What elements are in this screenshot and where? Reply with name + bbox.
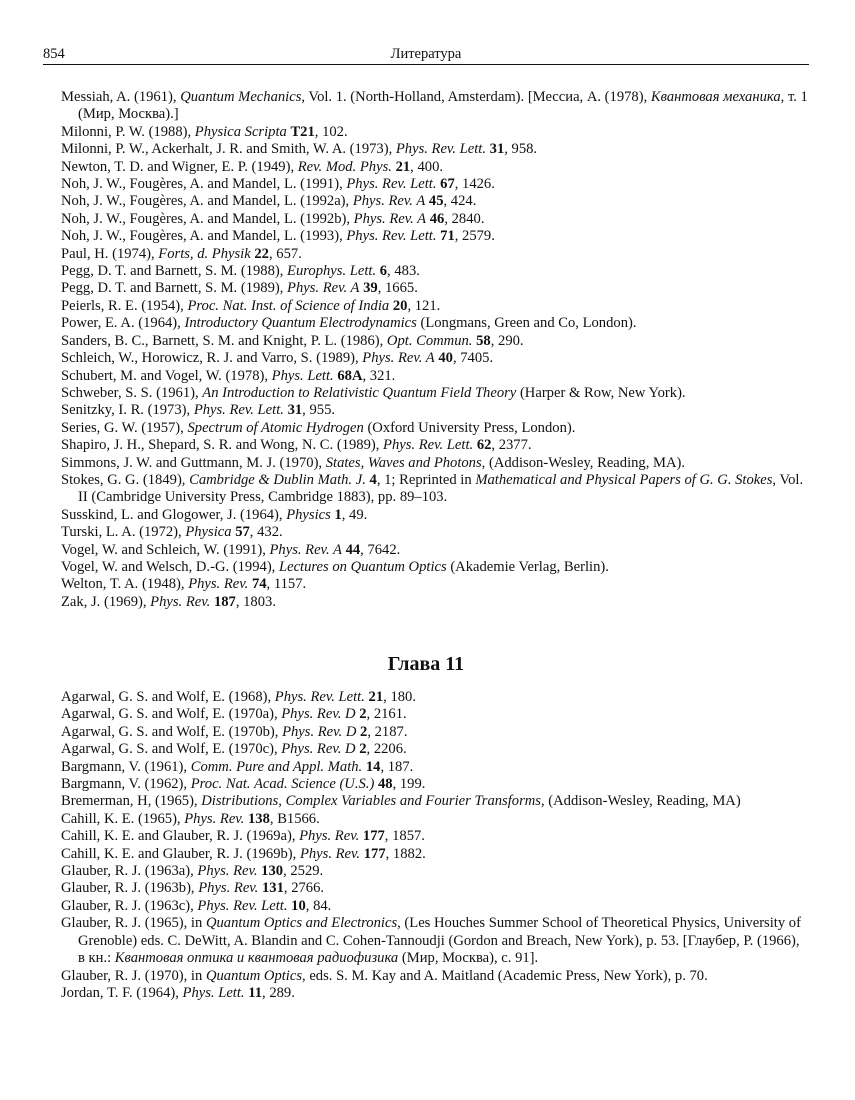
reference-title: Phys. Rev. D: [281, 741, 356, 758]
reference-text: Agarwal, G. S. and Wolf, E. (1968),: [61, 689, 275, 705]
reference-title: Phys. Rev.: [150, 593, 211, 610]
reference-text: , 290.: [490, 332, 524, 349]
header-rule: [43, 64, 809, 65]
reference-entry: [61, 776, 809, 793]
reference-volume: 40: [438, 350, 453, 367]
running-title: Литература: [390, 46, 462, 62]
reference-text: Cahill, K. E. (1965),: [61, 810, 185, 827]
reference-text: Glauber, R. J. (1963c),: [61, 897, 198, 914]
reference-text: , (Addison-Wesley, Reading, MA).: [481, 454, 686, 471]
reference-text: Agarwal, G. S. and Wolf, E. (1970c),: [61, 741, 282, 758]
reference-volume: 67: [440, 176, 455, 193]
reference-volume: 4: [369, 471, 377, 488]
reference-text: , (Les Houches Summer School of Theoretical Physics, University of Grenoble) eds. C. DeWitt, A. Blandin and C. Cohen-Tannoudji (Gordon and Breach, New York), p. 53. [Глаубер, Р. (1966), в кн.:: [78, 915, 801, 967]
reference-text: , 483.: [387, 263, 420, 280]
reference-text: Newton, T. D. and Wigner, E. P. (1949),: [61, 158, 298, 175]
reference-text: , 7642.: [360, 541, 401, 558]
reference-text: , 424.: [443, 193, 477, 210]
reference-text: , 180.: [383, 689, 416, 705]
reference-text: , 1; Reprinted in: [376, 471, 476, 488]
reference-text: , 657.: [268, 245, 302, 262]
reference-text: Glauber, R. J. (1970), in: [61, 967, 206, 984]
reference-volume: 46: [429, 210, 445, 227]
reference-text: Jordan, T. F. (1964),: [61, 984, 183, 1001]
reference-text: Schweber, S. S. (1961),: [61, 384, 203, 401]
bibliography-chapter-11: [61, 689, 809, 1002]
reference-text: Noh, J. W., Fougères, A. and Mandel, L. (1992b),: [61, 210, 354, 227]
reference-text: Bargmann, V. (1962),: [61, 776, 191, 793]
reference-text: , 289.: [262, 984, 295, 1001]
reference-title: Physica Scripta: [194, 123, 291, 140]
reference-text: Peierls, R. E. (1954),: [61, 297, 188, 314]
reference-volume: 130: [261, 863, 284, 880]
reference-volume: 14: [365, 758, 381, 775]
reference-title: Opt. Commun.: [386, 332, 473, 349]
reference-text: Zak, J. (1969),: [61, 593, 151, 610]
reference-title: Phys. Rev. Lett.: [346, 176, 437, 193]
reference-title: Phys. Rev. Lett.: [395, 141, 486, 158]
reference-title: Phys. Rev.: [184, 810, 245, 827]
reference-volume: 20: [392, 297, 408, 314]
reference-entry: [61, 385, 809, 402]
reference-entry: [61, 576, 809, 593]
reference-text: Glauber, R. J. (1965), in: [61, 915, 206, 932]
reference-text: , (Addison-Wesley, Reading, MA): [540, 793, 741, 810]
reference-text: , B1566.: [269, 810, 320, 827]
reference-title: Phys. Lett.: [271, 367, 334, 384]
reference-text: Paul, H. (1974),: [61, 245, 159, 262]
reference-entry: [61, 141, 809, 158]
reference-entry: [61, 176, 809, 193]
reference-volume: 48: [377, 776, 393, 793]
reference-title: Comm. Pure and Appl. Math.: [190, 758, 363, 775]
reference-volume: 10: [291, 897, 306, 914]
reference-volume: 57: [235, 524, 250, 541]
reference-title: Phys. Rev. Lett.: [197, 897, 288, 914]
reference-volume: 2: [359, 706, 367, 723]
reference-volume: 21: [368, 689, 384, 705]
reference-volume: 62: [476, 437, 492, 454]
reference-entry: [61, 228, 809, 245]
reference-title: Phys. Rev. Lett.: [274, 689, 365, 705]
reference-entry: [61, 350, 809, 367]
reference-title: Phys. Rev.: [197, 863, 258, 880]
reference-text: Glauber, R. J. (1963a),: [61, 863, 198, 880]
reference-entry: [61, 124, 809, 141]
reference-title: Mathematical and Physical Papers of G. G. Stokes: [475, 471, 773, 488]
reference-text: , т. 1 (Мир, Москва).]: [78, 89, 808, 123]
reference-text: , 2579.: [454, 228, 495, 245]
reference-title: Lectures on Quantum Optics: [278, 558, 447, 575]
reference-entry: [61, 368, 809, 385]
reference-text: , 49.: [341, 506, 368, 523]
reference-text: , 2377.: [491, 437, 532, 454]
reference-entry: [61, 524, 809, 541]
reference-title: Phys. Rev. A: [362, 350, 435, 367]
reference-text: Welton, T. A. (1948),: [61, 576, 189, 593]
reference-volume: 58: [476, 332, 491, 349]
reference-title: Physics: [286, 506, 331, 523]
reference-volume: 6: [379, 263, 388, 280]
reference-entry: [61, 246, 809, 263]
reference-entry: [61, 706, 809, 723]
reference-text: Agarwal, G. S. and Wolf, E. (1970a),: [61, 706, 282, 723]
reference-title: Квантовая механика: [650, 89, 781, 105]
reference-text: Schleich, W., Horowicz, R. J. and Varro, S. (1989),: [61, 350, 363, 367]
reference-text: , 955.: [302, 402, 336, 419]
reference-entry: [61, 402, 809, 419]
reference-text: Noh, J. W., Fougères, A. and Mandel, L. (1991),: [61, 176, 347, 193]
reference-entry: [61, 455, 809, 472]
reference-title: Quantum Optics: [205, 967, 303, 984]
reference-text: Stokes, G. G. (1849),: [61, 471, 190, 488]
reference-text: Bargmann, V. (1961),: [61, 758, 191, 775]
chapter-heading: Глава 11: [387, 653, 465, 675]
reference-text: , 102.: [314, 123, 348, 140]
reference-text: , 1857.: [384, 828, 425, 845]
reference-entry: [61, 159, 809, 176]
reference-text: , 2206.: [366, 741, 407, 758]
reference-text: Glauber, R. J. (1963b),: [61, 880, 199, 897]
reference-entry: [61, 193, 809, 210]
reference-entry: [61, 542, 809, 559]
reference-title: Proc. Nat. Acad. Science (U.S.): [190, 776, 375, 793]
reference-title: Cambridge & Dublin Math. J.: [189, 471, 366, 488]
reference-text: (Longmans, Green and Co, London).: [416, 315, 637, 332]
reference-text: Susskind, L. and Glogower, J. (1964),: [61, 506, 287, 523]
reference-text: Turski, L. A. (1972),: [61, 524, 186, 541]
reference-entry: [61, 741, 809, 758]
reference-text: Cahill, K. E. and Glauber, R. J. (1969a),: [61, 828, 300, 845]
reference-text: , 121.: [407, 297, 441, 314]
reference-title: Spectrum of Atomic Hydrogen: [187, 419, 364, 436]
reference-entry: [61, 985, 809, 1002]
reference-entry: [61, 846, 809, 863]
reference-volume: 138: [248, 810, 270, 827]
reference-volume: 31: [287, 402, 303, 419]
reference-text: , 400.: [410, 158, 444, 175]
reference-text: Schubert, M. and Vogel, W. (1978),: [61, 367, 272, 384]
reference-text: , 321.: [362, 367, 396, 384]
reference-text: Power, E. A. (1964),: [61, 315, 185, 332]
reference-text: Agarwal, G. S. and Wolf, E. (1970b),: [61, 723, 283, 740]
reference-text: Bremerman, H, (1965),: [61, 793, 202, 810]
reference-text: , 432.: [249, 524, 283, 541]
reference-volume: 31: [489, 141, 505, 158]
reference-title: Phys. Rev. A: [269, 541, 342, 558]
reference-title: Phys. Rev. A: [353, 210, 427, 227]
reference-title: Forts, d. Physik: [158, 245, 251, 262]
reference-title: Introductory Quantum Electrodynamics: [184, 315, 417, 332]
reference-title: Proc. Nat. Inst. of Science of India: [187, 297, 390, 314]
reference-text: , 2766.: [283, 880, 325, 897]
reference-entry: [61, 298, 809, 315]
reference-volume: 177: [362, 828, 385, 845]
reference-text: Cahill, K. E. and Glauber, R. J. (1969b),: [61, 845, 300, 862]
reference-volume: 2: [359, 741, 367, 758]
reference-volume: 21: [395, 158, 411, 175]
reference-entry: [61, 89, 809, 124]
reference-text: Milonni, P. W., Ackerhalt, J. R. and Smith, W. A. (1973),: [61, 141, 396, 158]
bibliography-previous-chapter: [61, 89, 809, 611]
reference-volume: 11: [248, 984, 263, 1001]
reference-text: , 84.: [305, 897, 332, 914]
reference-text: , 2529.: [283, 863, 324, 880]
reference-volume: 68A: [337, 367, 363, 384]
reference-title: Квантовая оптика и квантовая радиофизика: [114, 950, 399, 967]
reference-volume: 44: [345, 541, 361, 558]
reference-entry: [61, 793, 809, 810]
reference-text: , 199.: [392, 776, 426, 793]
reference-text: , Vol. II (Cambridge University Press, Cambridge 1883), pp. 89–103.: [78, 471, 804, 506]
reference-entry: [61, 828, 809, 845]
reference-volume: 2: [360, 723, 368, 740]
running-head: [43, 44, 809, 64]
page-number: 854: [43, 46, 65, 62]
reference-title: Distributions, Complex Variables and Fourier Transforms: [201, 793, 541, 810]
reference-title: Quantum Mechanics: [180, 89, 302, 105]
reference-text: , 2161.: [366, 706, 407, 723]
reference-entry: [61, 507, 809, 524]
reference-title: Phys. Rev. D: [281, 706, 356, 723]
reference-text: Noh, J. W., Fougères, A. and Mandel, L. (1993),: [61, 228, 347, 245]
reference-text: Pegg, D. T. and Barnett, S. M. (1988),: [61, 263, 288, 280]
reference-title: Phys. Rev.: [198, 880, 259, 897]
reference-volume: 71: [440, 228, 455, 245]
reference-text: (Мир, Москва), с. 91].: [398, 950, 539, 967]
reference-text: , 1803.: [235, 593, 276, 610]
reference-text: , 1157.: [266, 576, 307, 593]
reference-entry: [61, 315, 809, 332]
reference-text: (Oxford University Press, London).: [363, 419, 576, 436]
reference-entry: [61, 594, 809, 611]
reference-text: , 2187.: [367, 723, 408, 740]
reference-entry: [61, 437, 809, 454]
reference-entry: [61, 915, 809, 967]
reference-text: , 1426.: [454, 176, 495, 193]
reference-volume: 187: [213, 593, 236, 610]
reference-title: Quantum Optics and Electronics: [205, 915, 398, 932]
reference-title: Phys. Rev.: [299, 828, 360, 845]
reference-text: Simmons, J. W. and Guttmann, M. J. (1970),: [61, 454, 326, 471]
reference-entry: [61, 880, 809, 897]
reference-text: Pegg, D. T. and Barnett, S. M. (1989),: [61, 280, 288, 297]
reference-text: Series, G. W. (1957),: [61, 419, 188, 436]
reference-title: Phys. Rev. Lett.: [193, 402, 284, 419]
reference-volume: 45: [428, 193, 444, 210]
reference-text: Noh, J. W., Fougères, A. and Mandel, L. (1992a),: [61, 193, 353, 210]
reference-entry: [61, 689, 809, 706]
reference-volume: 22: [254, 245, 269, 262]
reference-entry: [61, 472, 809, 507]
reference-title: Phys. Rev. A: [352, 193, 426, 210]
reference-entry: [61, 559, 809, 576]
reference-volume: 177: [363, 845, 386, 862]
reference-text: Messiah, A. (1961),: [61, 89, 181, 105]
reference-volume: 1: [334, 506, 342, 523]
reference-text: Milonni, P. W. (1988),: [61, 123, 195, 140]
reference-title: Phys. Rev. Lett.: [383, 437, 474, 454]
reference-title: Phys. Rev.: [188, 576, 249, 593]
reference-entry: [61, 811, 809, 828]
reference-volume: 131: [262, 880, 284, 897]
reference-title: States, Waves and Photons: [325, 454, 482, 471]
reference-text: , Vol. 1. (North-Holland, Amsterdam). [Мессиа, А. (1978),: [301, 89, 651, 105]
reference-text: , eds. S. M. Kay and A. Maitland (Academic Press, New York), p. 70.: [302, 967, 708, 984]
reference-text: Senitzky, I. R. (1973),: [61, 402, 194, 419]
reference-text: Sanders, B. C., Barnett, S. M. and Knight, P. L. (1986),: [61, 332, 387, 349]
reference-text: , 187.: [380, 758, 414, 775]
reference-entry: [61, 211, 809, 228]
reference-text: , 1882.: [385, 845, 426, 862]
reference-title: An Introduction to Relativistic Quantum Field Theory: [202, 384, 517, 401]
reference-text: , 2840.: [444, 210, 485, 227]
reference-text: Shapiro, J. H., Shepard, S. R. and Wong, N. C. (1989),: [61, 437, 384, 454]
reference-volume: 74: [251, 576, 267, 593]
reference-entry: [61, 333, 809, 350]
reference-entry: [61, 968, 809, 985]
reference-entry: [61, 724, 809, 741]
reference-entry: [61, 280, 809, 297]
reference-entry: [61, 420, 809, 437]
reference-title: Phys. Lett.: [182, 984, 245, 1001]
reference-title: Phys. Rev. A: [287, 280, 360, 297]
reference-text: Vogel, W. and Welsch, D.-G. (1994),: [61, 558, 279, 575]
reference-title: Physica: [185, 524, 232, 541]
reference-entry: [61, 759, 809, 776]
reference-volume: T21: [290, 123, 315, 140]
reference-title: Rev. Mod. Phys.: [297, 158, 392, 175]
reference-title: Phys. Rev. Lett.: [346, 228, 437, 245]
reference-title: Europhys. Lett.: [287, 263, 377, 280]
reference-entry: [61, 863, 809, 880]
reference-entry: [61, 263, 809, 280]
reference-text: , 958.: [504, 141, 538, 158]
reference-text: (Harper & Row, New York).: [516, 384, 686, 401]
reference-text: Vogel, W. and Schleich, W. (1991),: [61, 541, 270, 558]
reference-text: , 7405.: [452, 350, 494, 367]
reference-title: Phys. Rev. D: [282, 723, 357, 740]
reference-volume: 39: [363, 280, 378, 297]
reference-text: , 1665.: [377, 280, 418, 297]
reference-entry: [61, 898, 809, 915]
reference-text: (Akademie Verlag, Berlin).: [446, 558, 609, 575]
reference-title: Phys. Rev.: [299, 845, 361, 862]
